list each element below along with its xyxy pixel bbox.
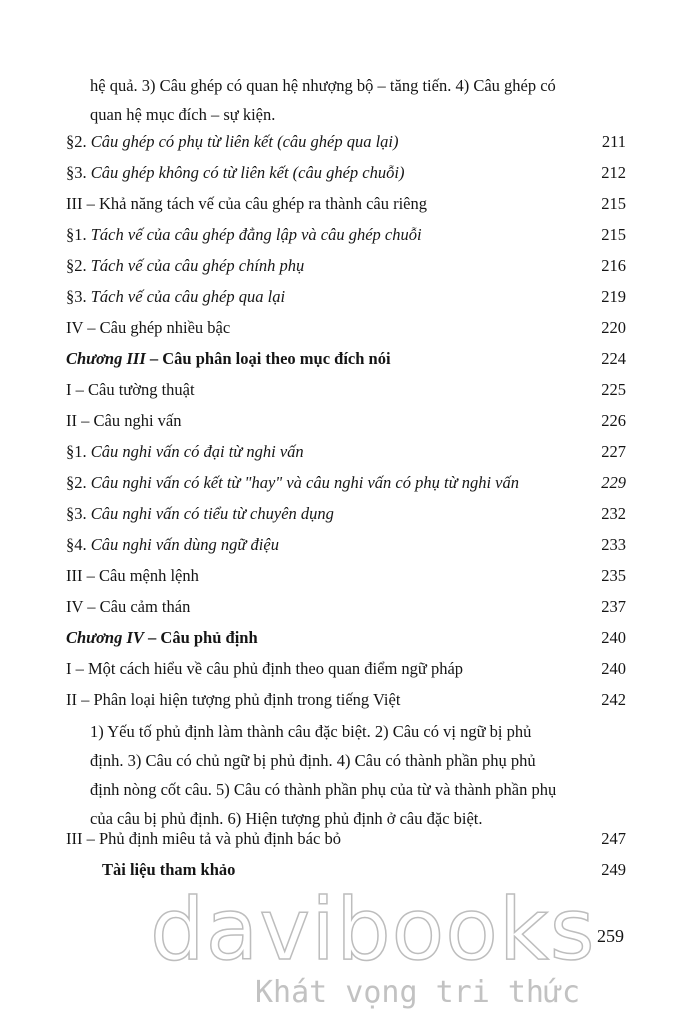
toc-entry[interactable] xyxy=(66,378,626,402)
toc-entry-page: 235 xyxy=(601,566,626,585)
toc-entry-page: 215 xyxy=(601,194,626,213)
toc-entry-page: 219 xyxy=(601,287,626,306)
toc-entry-number: §3. xyxy=(66,287,91,306)
intro-paragraph xyxy=(90,71,626,129)
toc-entry-title: Câu ghép có phụ từ liên kết (câu ghép qua lại) xyxy=(90,132,399,151)
toc-entry[interactable] xyxy=(66,471,626,495)
toc-entry[interactable] xyxy=(66,409,626,433)
toc-entry[interactable] xyxy=(66,502,626,526)
intro-line: quan hệ mục đích – sự kiện. xyxy=(90,105,276,124)
toc-entry-title: II – Câu nghi vấn xyxy=(66,411,182,430)
sub-topics-paragraph xyxy=(90,717,626,833)
toc-entry-number: §2. xyxy=(66,473,91,492)
toc-entry[interactable] xyxy=(66,533,626,557)
toc-entry-title: Câu nghi vấn có kết từ "hay" và câu nghi vấn có phụ từ nghi vấn xyxy=(90,473,519,492)
toc-entry-title: III – Câu mệnh lệnh xyxy=(66,566,199,585)
toc-entry-page: 237 xyxy=(601,597,626,616)
toc-entry-number: §3. xyxy=(66,504,91,523)
toc-entry-title: III – Khả năng tách vế của câu ghép ra thành câu riêng xyxy=(66,194,427,213)
toc-entry-number: §1. xyxy=(66,442,91,461)
toc-entry-number: §3. xyxy=(66,163,91,182)
toc-entry[interactable] xyxy=(66,564,626,588)
toc-chapter-title: – Câu phân loại theo mục đích nói xyxy=(145,349,391,368)
toc-chapter-label: Chương III xyxy=(66,349,146,368)
toc-entry-page: 220 xyxy=(601,318,626,337)
toc-entry[interactable] xyxy=(66,440,626,464)
toc-entry-page: 249 xyxy=(601,860,626,879)
toc-entry-title: Câu nghi vấn dùng ngữ điệu xyxy=(90,535,279,554)
toc-chapter-title: – Câu phủ định xyxy=(143,628,258,647)
toc-entry[interactable] xyxy=(66,254,626,278)
toc-entry-number: §2. xyxy=(66,256,91,275)
toc-entry-title: I – Một cách hiểu về câu phủ định theo quan điểm ngữ pháp xyxy=(66,659,464,678)
toc-entry-title: Tách vế của câu ghép qua lại xyxy=(90,287,286,306)
toc-entry[interactable] xyxy=(66,657,626,681)
toc-entry-page: 226 xyxy=(601,411,626,430)
toc-entry[interactable] xyxy=(66,285,626,309)
toc-entry[interactable] xyxy=(66,827,626,851)
toc-entry[interactable] xyxy=(66,223,626,247)
toc-entry-number: §2. xyxy=(66,132,91,151)
watermark-brand: davibooks xyxy=(150,880,596,980)
toc-entry-title: Câu nghi vấn có tiểu từ chuyên dụng xyxy=(90,504,334,523)
toc-entry-page: 229 xyxy=(601,473,626,492)
toc-entry-page: 247 xyxy=(601,829,626,848)
toc-chapter-heading[interactable] xyxy=(66,347,626,371)
toc-entry-page: 242 xyxy=(601,690,626,709)
toc-entry-title: Tài liệu tham khảo xyxy=(102,860,236,879)
toc-entry-title: IV – Câu cảm thán xyxy=(66,597,191,616)
page-number: 259 xyxy=(597,926,624,946)
sub-topics-line: của câu bị phủ định. 6) Hiện tượng phủ định ở câu đặc biệt. xyxy=(90,809,483,828)
toc-entry-page: 240 xyxy=(601,628,626,647)
sub-topics-line: định. 3) Câu có chủ ngữ bị phủ định. 4) Câu có thành phần phụ phủ xyxy=(90,751,536,770)
toc-chapter-label: Chương IV xyxy=(66,628,144,647)
toc-entry-title: Câu ghép không có từ liên kết (câu ghép chuỗi) xyxy=(90,163,405,182)
toc-entry-number: §4. xyxy=(66,535,91,554)
toc-chapter-heading[interactable] xyxy=(66,626,626,650)
toc-entry-title: Tách vế của câu ghép chính phụ xyxy=(90,256,305,275)
toc-entry-page: 227 xyxy=(601,442,626,461)
toc-entry-title: II – Phân loại hiện tượng phủ định trong tiếng Việt xyxy=(66,690,401,709)
watermark-slogan: Khát vọng tri thức xyxy=(255,975,581,1010)
toc-entry-title: Câu nghi vấn có đại từ nghi vấn xyxy=(90,442,304,461)
toc-entry-page: 211 xyxy=(601,132,626,151)
toc-entry-page: 224 xyxy=(601,349,626,368)
toc-entry[interactable] xyxy=(66,192,626,216)
toc-entry-page: 225 xyxy=(601,380,626,399)
toc-entry[interactable] xyxy=(66,161,626,185)
toc-entry-page: 232 xyxy=(601,504,626,523)
toc-entry[interactable] xyxy=(66,316,626,340)
sub-topics-line: 1) Yếu tố phủ định làm thành câu đặc biệt. 2) Câu có vị ngữ bị phủ xyxy=(90,722,532,741)
toc-entry-page: 233 xyxy=(601,535,626,554)
toc-entry[interactable] xyxy=(66,595,626,619)
toc-entry-title: I – Câu tường thuật xyxy=(66,380,195,399)
toc-entry[interactable] xyxy=(66,130,626,154)
intro-line: hệ quả. 3) Câu ghép có quan hệ nhượng bộ – tăng tiến. 4) Câu ghép có xyxy=(90,76,556,95)
toc-references-entry[interactable] xyxy=(66,858,626,882)
toc-entry-page: 240 xyxy=(601,659,626,678)
toc-entry-page: 212 xyxy=(601,163,626,182)
toc-entry-title: IV – Câu ghép nhiều bậc xyxy=(66,318,231,337)
toc-entry-title: Tách vế của câu ghép đẳng lập và câu ghép chuỗi xyxy=(90,225,422,244)
toc-entry[interactable] xyxy=(66,688,626,712)
toc-entry-page: 215 xyxy=(601,225,626,244)
sub-topics-line: định nòng cốt câu. 5) Câu có thành phần phụ của từ và thành phần phụ xyxy=(90,780,557,799)
toc-entry-title: III – Phủ định miêu tả và phủ định bác bỏ xyxy=(66,829,341,848)
toc-entry-number: §1. xyxy=(66,225,91,244)
toc-entry-page: 216 xyxy=(601,256,626,275)
